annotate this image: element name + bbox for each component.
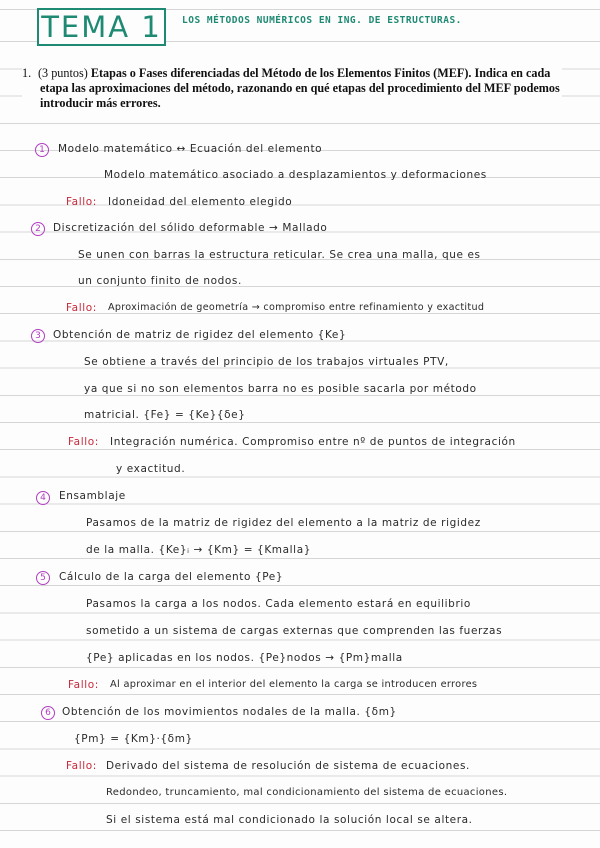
step-line: {Pm} = {Km}·{δm} bbox=[74, 733, 193, 745]
step-heading: Modelo matemático ↔ Ecuación del elemento bbox=[58, 143, 323, 155]
step-number-badge: 6 bbox=[41, 706, 55, 720]
step-line: {Pe} aplicadas en los nodos. {Pe}nodos → {Pm}malla bbox=[86, 652, 403, 664]
step-number-badge: 4 bbox=[36, 491, 50, 505]
fallo-label: Fallo: bbox=[68, 679, 99, 691]
fallo-label: Fallo: bbox=[68, 436, 99, 448]
step-heading: Obtención de los movimientos nodales de la malla. {δm} bbox=[62, 706, 397, 718]
fallo-label: Fallo: bbox=[66, 196, 97, 208]
step-heading: Cálculo de la carga del elemento {Pe} bbox=[59, 571, 284, 583]
step-number-badge: 2 bbox=[31, 222, 45, 236]
page-title: TEMA 1 bbox=[37, 8, 166, 46]
step-number-badge: 1 bbox=[35, 143, 49, 157]
exam-question bbox=[22, 66, 562, 111]
step-line: de la malla. {Ke}ᵢ → {Km} = {Kmalla} bbox=[86, 544, 312, 556]
question-line-1: Etapas o Fases diferenciadas del Método de los Elementos Finitos (MEF). Indica en cada bbox=[90, 66, 551, 80]
step-line: Modelo matemático asociado a desplazamientos y deformaciones bbox=[104, 169, 487, 181]
fallo-text: Redondeo, truncamiento, mal condicionamiento del sistema de ecuaciones. bbox=[106, 787, 508, 798]
fallo-text: Idoneidad del elemento elegido bbox=[108, 196, 293, 208]
step-line: sometido a un sistema de cargas externas que comprenden las fuerzas bbox=[86, 625, 503, 637]
step-line: matricial. {Fe} = {Ke}{δe} bbox=[84, 409, 246, 421]
fallo-text: Aproximación de geometría → compromiso entre refinamiento y exactitud bbox=[108, 302, 485, 313]
step-heading: Obtención de matriz de rigidez del elemento {Ke} bbox=[53, 329, 347, 341]
step-line: Se obtiene a través del principio de los trabajos virtuales PTV, bbox=[84, 356, 449, 368]
fallo-text: Integración numérica. Compromiso entre nº de puntos de integración bbox=[110, 436, 516, 448]
step-heading: Discretización del sólido deformable → Mallado bbox=[53, 222, 328, 234]
step-line: Se unen con barras la estructura reticular. Se crea una malla, que es bbox=[78, 249, 481, 261]
step-line: Pasamos de la matriz de rigidez del elemento a la matriz de rigidez bbox=[86, 517, 481, 529]
question-number: 1. bbox=[22, 66, 32, 80]
step-heading: Ensamblaje bbox=[59, 490, 126, 502]
fallo-text: Si el sistema está mal condicionado la solución local se altera. bbox=[106, 814, 473, 826]
fallo-text: Al aproximar en el interior del elemento la carga se introducen errores bbox=[110, 679, 478, 690]
question-points: (3 puntos) bbox=[38, 66, 88, 80]
step-number-badge: 5 bbox=[36, 571, 50, 585]
question-line-3: introducir más errores. bbox=[40, 96, 161, 110]
question-line-2: etapa las aproximaciones del método, razonando en qué etapas del procedimiento del MEF podemos bbox=[40, 81, 560, 95]
step-line: un conjunto finito de nodos. bbox=[78, 275, 242, 287]
fallo-text: y exactitud. bbox=[116, 463, 186, 475]
step-line: Pasamos la carga a los nodos. Cada elemento estará en equilibrio bbox=[86, 598, 471, 610]
fallo-label: Fallo: bbox=[66, 302, 97, 314]
fallo-text: Derivado del sistema de resolución de sistema de ecuaciones. bbox=[106, 760, 470, 772]
step-line: ya que si no son elementos barra no es posible sacarla por método bbox=[84, 383, 477, 395]
fallo-label: Fallo: bbox=[66, 760, 97, 772]
step-number-badge: 3 bbox=[31, 329, 45, 343]
page-subtitle: LOS MÉTODOS NUMÉRICOS EN ING. DE ESTRUCTURAS. bbox=[182, 15, 462, 26]
